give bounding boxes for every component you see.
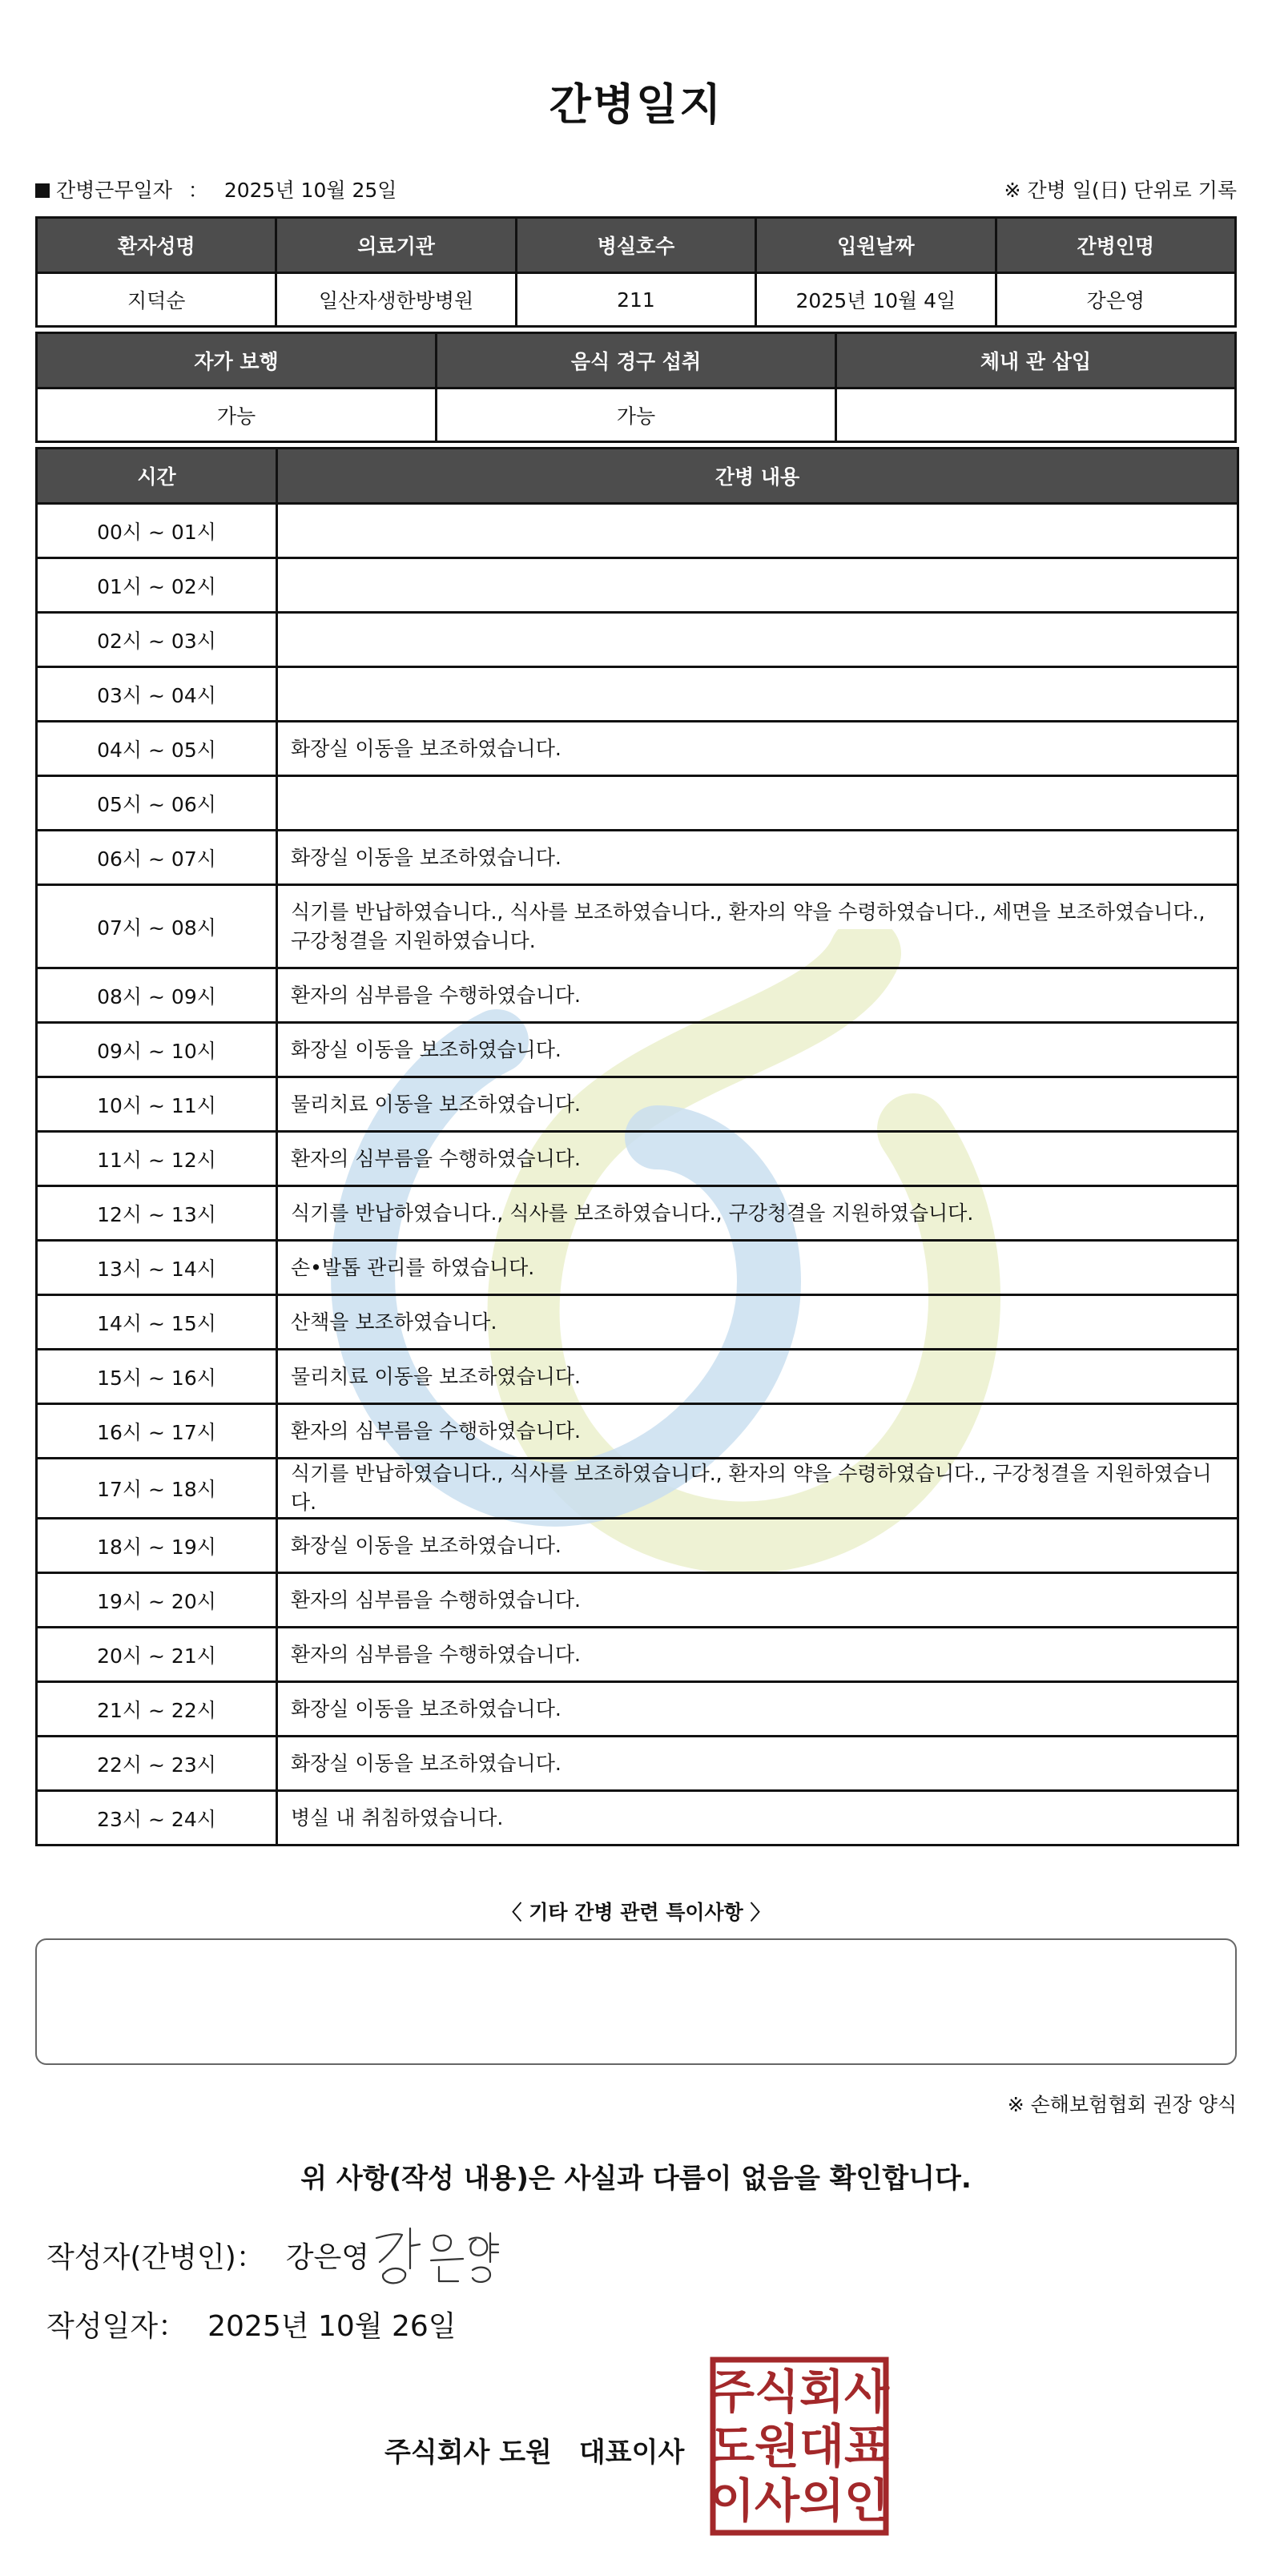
table-header-row	[37, 449, 1238, 504]
time-slot: 03시 ~ 04시	[37, 667, 277, 722]
writer-name: 강은영	[285, 2241, 370, 2274]
stamp-character: 도	[709, 2419, 755, 2473]
care-content: 병실 내 취침하였습니다.	[277, 1791, 1238, 1845]
time-slot: 11시 ~ 12시	[37, 1132, 277, 1186]
header-caregiver: 간병인명	[996, 218, 1235, 273]
header-care-content: 간병 내용	[277, 449, 1238, 504]
special-notes-box	[35, 1938, 1237, 2065]
time-slot: 08시 ~ 09시	[37, 968, 277, 1023]
special-notes-title: 〈 기타 간병 관련 특이사항 〉	[501, 1901, 771, 1924]
written-date-label: 작성일자：	[46, 2310, 187, 2343]
stamp-character: 인	[843, 2473, 890, 2528]
header-oral-intake: 음식 경구 섭취	[437, 333, 836, 388]
care-content: 손•발톱 관리를 하였습니다.	[277, 1241, 1238, 1295]
care-content: 산책을 보조하였습니다.	[277, 1295, 1238, 1350]
stamp-character: 표	[843, 2419, 890, 2473]
stamp-character: 원	[754, 2419, 800, 2473]
form-note: ※ 손해보험협회 권장 양식	[1007, 2093, 1237, 2116]
work-date-label: 간병근무일자	[56, 179, 172, 202]
time-slot: 09시 ~ 10시	[37, 1023, 277, 1077]
company-line	[384, 2430, 684, 2469]
table-row	[37, 1737, 1238, 1791]
care-content: 화장실 이동을 보조하였습니다.	[277, 831, 1238, 885]
table-row	[37, 968, 1238, 1023]
table-row	[37, 1404, 1238, 1459]
time-slot: 15시 ~ 16시	[37, 1350, 277, 1404]
confirm-statement: 위 사항(작성 내용)은 사실과 다름이 없음을 확인합니다.	[300, 2163, 972, 2195]
care-content: 환자의 심부름을 수행하였습니다.	[277, 1628, 1238, 1682]
stamp-character: 대	[799, 2419, 845, 2473]
ceo-title: 대표이사	[578, 2437, 685, 2469]
patient-info-table	[35, 216, 1237, 328]
stamp-character: 회	[799, 2365, 845, 2419]
time-slot: 10시 ~ 11시	[37, 1077, 277, 1132]
care-content: 화장실 이동을 보조하였습니다.	[277, 722, 1238, 776]
header-self-walking: 자가 보행	[37, 333, 437, 388]
care-log-table	[35, 447, 1239, 1846]
caregiver-name: 강은영	[996, 273, 1235, 327]
table-row	[37, 1077, 1238, 1132]
table-row	[37, 1186, 1238, 1241]
header-hospital: 의료기관	[276, 218, 516, 273]
time-slot: 07시 ~ 08시	[37, 885, 277, 968]
care-content: 물리치료 이동을 보조하였습니다.	[277, 1350, 1238, 1404]
time-slot: 22시 ~ 23시	[37, 1737, 277, 1791]
hospital-name: 일산자생한방병원	[276, 273, 516, 327]
time-slot: 21시 ~ 22시	[37, 1682, 277, 1737]
stamp-character: 사	[843, 2365, 890, 2419]
time-slot: 18시 ~ 19시	[37, 1519, 277, 1573]
room-number: 211	[516, 273, 755, 327]
header-room: 병실호수	[516, 218, 755, 273]
time-slot: 01시 ~ 02시	[37, 558, 277, 613]
care-content: 화장실 이동을 보조하였습니다.	[277, 1519, 1238, 1573]
care-content: 식기를 반납하였습니다., 식사를 보조하였습니다., 환자의 약을 수령하였습니다., 세면을 보조하였습니다., 구강청결을 지원하였습니다.	[277, 885, 1238, 968]
care-content: 환자의 심부름을 수행하였습니다.	[277, 1404, 1238, 1459]
table-row	[37, 1628, 1238, 1682]
time-slot: 06시 ~ 07시	[37, 831, 277, 885]
care-content	[277, 613, 1238, 667]
time-slot: 04시 ~ 05시	[37, 722, 277, 776]
document-title: 간병일지	[549, 79, 723, 130]
company-name: 주식회사 도원	[384, 2437, 552, 2469]
table-row	[37, 1241, 1238, 1295]
care-content: 화장실 이동을 보조하였습니다.	[277, 1682, 1238, 1737]
stamp-character: 이	[709, 2473, 755, 2528]
table-row	[37, 667, 1238, 722]
table-header-row	[37, 218, 1236, 273]
time-slot: 20시 ~ 21시	[37, 1628, 277, 1682]
company-seal-stamp	[708, 2355, 891, 2538]
table-row	[37, 1791, 1238, 1845]
table-row	[37, 1023, 1238, 1077]
time-slot: 23시 ~ 24시	[37, 1791, 277, 1845]
time-slot: 16시 ~ 17시	[37, 1404, 277, 1459]
time-slot: 17시 ~ 18시	[37, 1459, 277, 1519]
care-content: 환자의 심부름을 수행하였습니다.	[277, 968, 1238, 1023]
written-date-value: 2025년 10월 26일	[207, 2310, 457, 2343]
written-date-line	[46, 2304, 457, 2345]
table-row	[37, 1682, 1238, 1737]
care-content: 물리치료 이동을 보조하였습니다.	[277, 1077, 1238, 1132]
stamp-character: 사	[754, 2473, 800, 2528]
time-slot: 02시 ~ 03시	[37, 613, 277, 667]
patient-name: 지덕순	[37, 273, 276, 327]
table-row	[37, 1350, 1238, 1404]
stamp-character: 식	[754, 2365, 800, 2419]
header-tube-insertion: 체내 관 삽입	[836, 333, 1236, 388]
time-slot: 19시 ~ 20시	[37, 1573, 277, 1628]
work-date-value: 2025년 10월 25일	[223, 179, 397, 202]
table-row	[37, 1519, 1238, 1573]
table-row	[37, 722, 1238, 776]
header-time: 시간	[37, 449, 277, 504]
time-slot: 05시 ~ 06시	[37, 776, 277, 831]
care-content	[277, 504, 1238, 558]
table-row	[37, 388, 1236, 442]
table-row	[37, 776, 1238, 831]
table-row	[37, 273, 1236, 327]
time-slot: 13시 ~ 14시	[37, 1241, 277, 1295]
care-content: 식기를 반납하였습니다., 식사를 보조하였습니다., 환자의 약을 수령하였습니다., 구강청결을 지원하였습니다.	[277, 1459, 1238, 1519]
table-row	[37, 1459, 1238, 1519]
work-date-separator: ：	[187, 179, 208, 202]
stamp-character: 주	[709, 2365, 755, 2419]
table-row	[37, 1295, 1238, 1350]
time-slot: 14시 ~ 15시	[37, 1295, 277, 1350]
care-content: 화장실 이동을 보조하였습니다.	[277, 1737, 1238, 1791]
table-row	[37, 613, 1238, 667]
care-content: 식기를 반납하였습니다., 식사를 보조하였습니다., 구강청결을 지원하였습니다.	[277, 1186, 1238, 1241]
oral-intake-value: 가능	[437, 388, 836, 442]
table-row	[37, 558, 1238, 613]
care-content: 환자의 심부름을 수행하였습니다.	[277, 1132, 1238, 1186]
table-row	[37, 1573, 1238, 1628]
care-content	[277, 667, 1238, 722]
table-row	[37, 1132, 1238, 1186]
care-content: 화장실 이동을 보조하였습니다.	[277, 1023, 1238, 1077]
self-walking-value: 가능	[37, 388, 437, 442]
patient-status-table	[35, 332, 1237, 443]
writer-line	[46, 2235, 369, 2276]
care-content: 환자의 심부름을 수행하였습니다.	[277, 1573, 1238, 1628]
table-row	[37, 831, 1238, 885]
tube-insertion-value	[836, 388, 1236, 442]
care-content	[277, 776, 1238, 831]
handwritten-signature	[370, 2220, 506, 2292]
care-content	[277, 558, 1238, 613]
table-row	[37, 504, 1238, 558]
square-bullet-icon	[35, 183, 50, 198]
admission-date: 2025년 10월 4일	[756, 273, 996, 327]
table-row	[37, 885, 1238, 968]
time-slot: 12시 ~ 13시	[37, 1186, 277, 1241]
time-slot: 00시 ~ 01시	[37, 504, 277, 558]
table-header-row	[37, 333, 1236, 388]
work-date	[35, 175, 396, 203]
header-admission-date: 입원날짜	[756, 218, 996, 273]
writer-label: 작성자(간병인)：	[46, 2241, 265, 2274]
care-log-body	[37, 504, 1238, 1845]
header-patient-name: 환자성명	[37, 218, 276, 273]
record-note: ※ 간병 일(日) 단위로 기록	[1004, 179, 1237, 202]
stamp-character: 의	[799, 2473, 845, 2528]
